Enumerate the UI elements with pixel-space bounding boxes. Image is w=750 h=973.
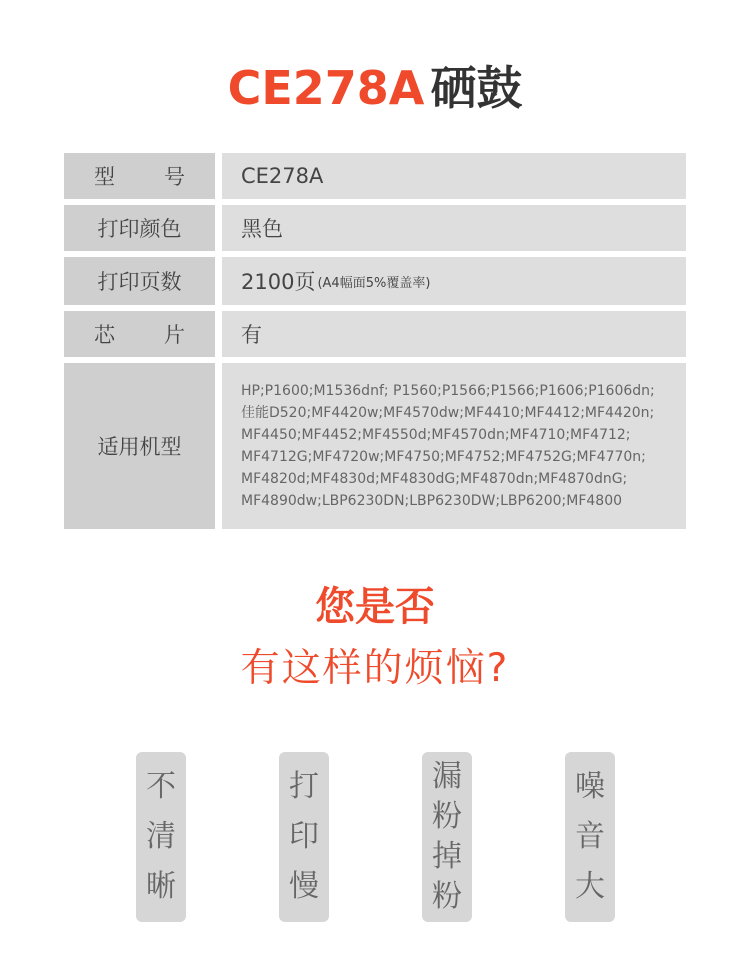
compat-list: [241, 380, 655, 512]
spec-value-chip: 有: [222, 311, 686, 357]
spec-row-pages: [64, 257, 686, 305]
problem-char: 印: [289, 819, 319, 854]
compat-line: MF4890dw;LBP6230DN;LBP6230DW;LBP6200;MF4800: [241, 493, 623, 509]
problem-char: 噪: [575, 769, 605, 804]
spec-label-compat: 适用机型: [64, 363, 215, 529]
compat-line: MF4712G;MF4720w;MF4750;MF4752;MF4752G;MF4770n;: [241, 449, 646, 465]
problem-char: 掉: [432, 839, 462, 874]
page-title: [0, 58, 750, 118]
problem-char: 清: [146, 819, 176, 854]
problem-char: 大: [575, 869, 605, 904]
problem-char: 粉: [432, 799, 462, 834]
spec-value-color: 黑色: [222, 205, 686, 251]
spec-label-chip-char-1: 芯: [94, 323, 115, 347]
spec-row-color: [64, 205, 686, 251]
problem-char: 慢: [289, 869, 319, 904]
problem-char: 漏: [432, 759, 462, 794]
problem-pill-leak: [422, 752, 472, 922]
spec-row-compat: [64, 363, 686, 529]
title-model: CE278A: [227, 61, 425, 115]
question-line-2: 有这样的烦恼?: [240, 646, 510, 691]
compat-line: HP;P1600;M1536dnf; P1560;P1566;P1566;P1606;P1606dn;: [241, 383, 655, 399]
problem-char: 粉: [432, 879, 462, 914]
spec-value-pages: [222, 257, 686, 305]
problem-char: 不: [146, 769, 176, 804]
spec-label-pages: 打印页数: [64, 257, 215, 305]
spec-row-chip: [64, 311, 686, 357]
problem-char: 晰: [146, 869, 176, 904]
spec-value-compat: [222, 363, 686, 529]
problem-pill-unclear: [136, 752, 186, 922]
spec-label-model: [64, 153, 215, 199]
compat-line: 佳能D520;MF4420w;MF4570dw;MF4410;MF4412;MF4420n;: [241, 405, 655, 421]
spec-label-chip: [64, 311, 215, 357]
compat-line: MF4450;MF4452;MF4550d;MF4570dn;MF4710;MF4712;: [241, 427, 631, 443]
question-heading: [0, 582, 750, 696]
spec-row-model: [64, 153, 686, 199]
problem-char: 打: [289, 769, 319, 804]
question-line-1: 您是否: [315, 584, 435, 630]
compat-line: MF4820d;MF4830d;MF4830dG;MF4870dn;MF4870dnG;: [241, 471, 628, 487]
spec-label-chip-char-2: 片: [164, 323, 185, 347]
spec-label-color: 打印颜色: [64, 205, 215, 251]
problem-pill-slow: [279, 752, 329, 922]
spec-value-model: CE278A: [222, 153, 686, 199]
title-product: 硒鼓: [430, 61, 523, 115]
spec-label-model-char-1: 型: [94, 165, 115, 189]
pages-note: (A4幅面5%覆盖率): [317, 275, 431, 291]
problem-char: 音: [575, 819, 605, 854]
spec-label-model-char-2: 号: [164, 165, 185, 189]
spec-table: [64, 153, 686, 529]
problem-pill-noise: [565, 752, 615, 922]
pages-count: 2100页: [241, 270, 316, 294]
